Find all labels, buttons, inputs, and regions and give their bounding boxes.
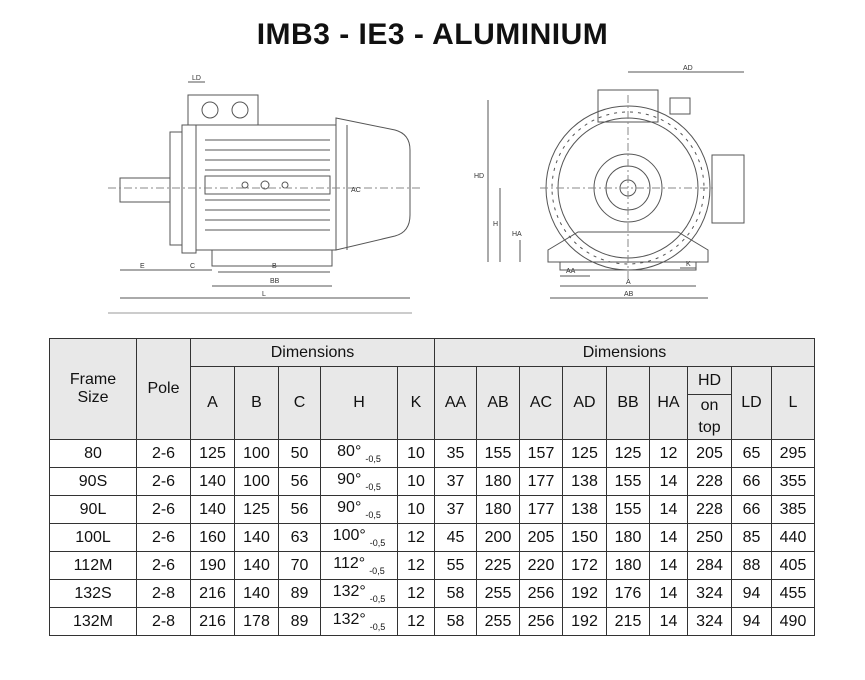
cell-h (321, 468, 398, 496)
cell-ab: 180 (477, 496, 520, 524)
table-row (50, 608, 815, 636)
cell-a: 216 (191, 608, 235, 636)
label-h: H (493, 221, 499, 228)
cell-k: 10 (398, 468, 435, 496)
cell-hd: 228 (688, 468, 732, 496)
label-l: L (262, 291, 266, 298)
cell-ab: 180 (477, 468, 520, 496)
header-ld: LD (732, 367, 772, 440)
header-hd: HD (688, 367, 732, 395)
header-dimensions-2: Dimensions (435, 339, 815, 367)
cell-h-tolerance: -0,5 (369, 622, 386, 632)
cell-k: 10 (398, 440, 435, 468)
side-view (108, 82, 420, 313)
cell-h-tolerance: -0,5 (365, 510, 381, 520)
cell-ad: 192 (563, 608, 607, 636)
cell-b: 140 (235, 580, 279, 608)
cell-l: 385 (772, 496, 815, 524)
cell-ad: 138 (563, 496, 607, 524)
cell-hd: 205 (688, 440, 732, 468)
cell-h-value: 90° (337, 471, 362, 488)
cell-ld: 66 (732, 496, 772, 524)
cell-h-tolerance: -0,5 (369, 594, 386, 604)
cell-ad: 125 (563, 440, 607, 468)
cell-h-value: 80° (337, 443, 362, 460)
cell-pole: 2-6 (137, 440, 191, 468)
cell-bb: 155 (607, 468, 650, 496)
cell-aa: 58 (435, 608, 477, 636)
cell-c: 56 (279, 468, 321, 496)
cell-h (321, 608, 398, 636)
cell-ac: 205 (520, 524, 563, 552)
cell-ac: 177 (520, 468, 563, 496)
cell-h-value: 132° (332, 611, 366, 628)
cell-a: 125 (191, 440, 235, 468)
cell-k: 12 (398, 552, 435, 580)
cell-ac: 256 (520, 608, 563, 636)
cell-hd: 324 (688, 580, 732, 608)
cell-ha: 14 (650, 468, 688, 496)
header-ab: AB (477, 367, 520, 440)
cell-ac: 157 (520, 440, 563, 468)
cell-h-tolerance: -0,5 (365, 482, 381, 492)
cell-l: 405 (772, 552, 815, 580)
table-row (50, 496, 815, 524)
cell-b: 100 (235, 468, 279, 496)
cell-b: 178 (235, 608, 279, 636)
cell-a: 140 (191, 496, 235, 524)
label-ld: LD (192, 75, 201, 82)
cell-k: 12 (398, 608, 435, 636)
cell-c: 63 (279, 524, 321, 552)
table-row (50, 468, 815, 496)
cell-ld: 66 (732, 468, 772, 496)
header-dimensions-1: Dimensions (191, 339, 435, 367)
cell-c: 89 (279, 608, 321, 636)
cell-c: 70 (279, 552, 321, 580)
cell-c: 56 (279, 496, 321, 524)
cell-ad: 150 (563, 524, 607, 552)
cell-ad: 172 (563, 552, 607, 580)
cell-bb: 176 (607, 580, 650, 608)
cell-ha: 14 (650, 524, 688, 552)
cell-frame: 90L (50, 496, 137, 524)
header-k: K (398, 367, 435, 440)
cell-k: 12 (398, 580, 435, 608)
cell-frame: 132M (50, 608, 137, 636)
cell-bb: 155 (607, 496, 650, 524)
cell-ab: 200 (477, 524, 520, 552)
cell-l: 440 (772, 524, 815, 552)
motor-technical-drawing (0, 0, 865, 330)
cell-pole: 2-8 (137, 580, 191, 608)
cell-aa: 55 (435, 552, 477, 580)
cell-hd: 324 (688, 608, 732, 636)
header-a: A (191, 367, 235, 440)
header-ac: AC (520, 367, 563, 440)
cell-aa: 37 (435, 496, 477, 524)
label-ac: AC (351, 187, 361, 194)
cell-c: 50 (279, 440, 321, 468)
cell-h-tolerance: -0,5 (369, 538, 386, 548)
cell-bb: 180 (607, 524, 650, 552)
label-ad: AD (683, 65, 693, 72)
cell-l: 355 (772, 468, 815, 496)
cell-ha: 12 (650, 440, 688, 468)
header-ad: AD (563, 367, 607, 440)
header-l: L (772, 367, 815, 440)
cell-b: 140 (235, 524, 279, 552)
dimensions-table (49, 338, 815, 636)
header-pole: Pole (137, 339, 191, 440)
cell-h (321, 524, 398, 552)
label-bb: BB (270, 278, 280, 285)
label-k: K (686, 261, 691, 268)
cell-ad: 192 (563, 580, 607, 608)
header-c: C (279, 367, 321, 440)
header-b: B (235, 367, 279, 440)
header-hd-on-top: on top (688, 395, 732, 440)
cell-ld: 88 (732, 552, 772, 580)
cell-ha: 14 (650, 496, 688, 524)
cell-k: 12 (398, 524, 435, 552)
cell-bb: 180 (607, 552, 650, 580)
cell-h (321, 440, 398, 468)
cell-aa: 35 (435, 440, 477, 468)
cell-b: 125 (235, 496, 279, 524)
cell-a: 160 (191, 524, 235, 552)
cell-h (321, 552, 398, 580)
cell-h-value: 132° (332, 583, 366, 600)
cell-hd: 284 (688, 552, 732, 580)
cell-b: 140 (235, 552, 279, 580)
header-bb: BB (607, 367, 650, 440)
cell-h (321, 580, 398, 608)
cell-h-value: 112° (333, 555, 366, 572)
cell-a: 216 (191, 580, 235, 608)
cell-frame: 90S (50, 468, 137, 496)
cell-hd: 250 (688, 524, 732, 552)
label-ab: AB (624, 291, 634, 298)
cell-h-tolerance: -0,5 (369, 566, 385, 576)
page-title: IMB3 - IE3 - ALUMINIUM (256, 18, 609, 51)
cell-frame: 132S (50, 580, 137, 608)
cell-ld: 94 (732, 580, 772, 608)
cell-b: 100 (235, 440, 279, 468)
cell-pole: 2-6 (137, 524, 191, 552)
cell-ac: 177 (520, 496, 563, 524)
label-aa: AA (566, 268, 576, 275)
cell-k: 10 (398, 496, 435, 524)
cell-frame: 112M (50, 552, 137, 580)
cell-h (321, 496, 398, 524)
label-c: C (190, 263, 196, 270)
cell-ad: 138 (563, 468, 607, 496)
header-aa: AA (435, 367, 477, 440)
cell-c: 89 (279, 580, 321, 608)
table-row (50, 580, 815, 608)
table-row (50, 552, 815, 580)
label-b: B (272, 263, 277, 270)
header-frame-size: Frame Size (50, 339, 137, 440)
cell-ab: 155 (477, 440, 520, 468)
cell-h-tolerance: -0,5 (365, 454, 381, 464)
cell-bb: 125 (607, 440, 650, 468)
table-body (50, 440, 815, 636)
cell-ab: 255 (477, 580, 520, 608)
label-ha: HA (512, 231, 522, 238)
cell-h-value: 90° (337, 499, 362, 516)
cell-aa: 45 (435, 524, 477, 552)
cell-pole: 2-8 (137, 608, 191, 636)
cell-ab: 255 (477, 608, 520, 636)
table-row (50, 524, 815, 552)
cell-frame: 100L (50, 524, 137, 552)
cell-pole: 2-6 (137, 496, 191, 524)
cell-l: 295 (772, 440, 815, 468)
header-h: H (321, 367, 398, 440)
cell-a: 190 (191, 552, 235, 580)
cell-pole: 2-6 (137, 468, 191, 496)
cell-ld: 94 (732, 608, 772, 636)
cell-ha: 14 (650, 552, 688, 580)
cell-frame: 80 (50, 440, 137, 468)
cell-l: 490 (772, 608, 815, 636)
cell-ha: 14 (650, 608, 688, 636)
cell-ha: 14 (650, 580, 688, 608)
cell-ld: 85 (732, 524, 772, 552)
label-a: A (626, 279, 631, 286)
cell-ab: 225 (477, 552, 520, 580)
front-view (488, 72, 744, 298)
cell-aa: 37 (435, 468, 477, 496)
cell-ac: 220 (520, 552, 563, 580)
cell-aa: 58 (435, 580, 477, 608)
cell-hd: 228 (688, 496, 732, 524)
label-hd: HD (474, 173, 485, 180)
cell-l: 455 (772, 580, 815, 608)
table-row (50, 440, 815, 468)
cell-ld: 65 (732, 440, 772, 468)
cell-a: 140 (191, 468, 235, 496)
header-ha: HA (650, 367, 688, 440)
cell-bb: 215 (607, 608, 650, 636)
cell-ac: 256 (520, 580, 563, 608)
label-e: E (140, 263, 145, 270)
cell-h-value: 100° (332, 527, 366, 544)
cell-pole: 2-6 (137, 552, 191, 580)
